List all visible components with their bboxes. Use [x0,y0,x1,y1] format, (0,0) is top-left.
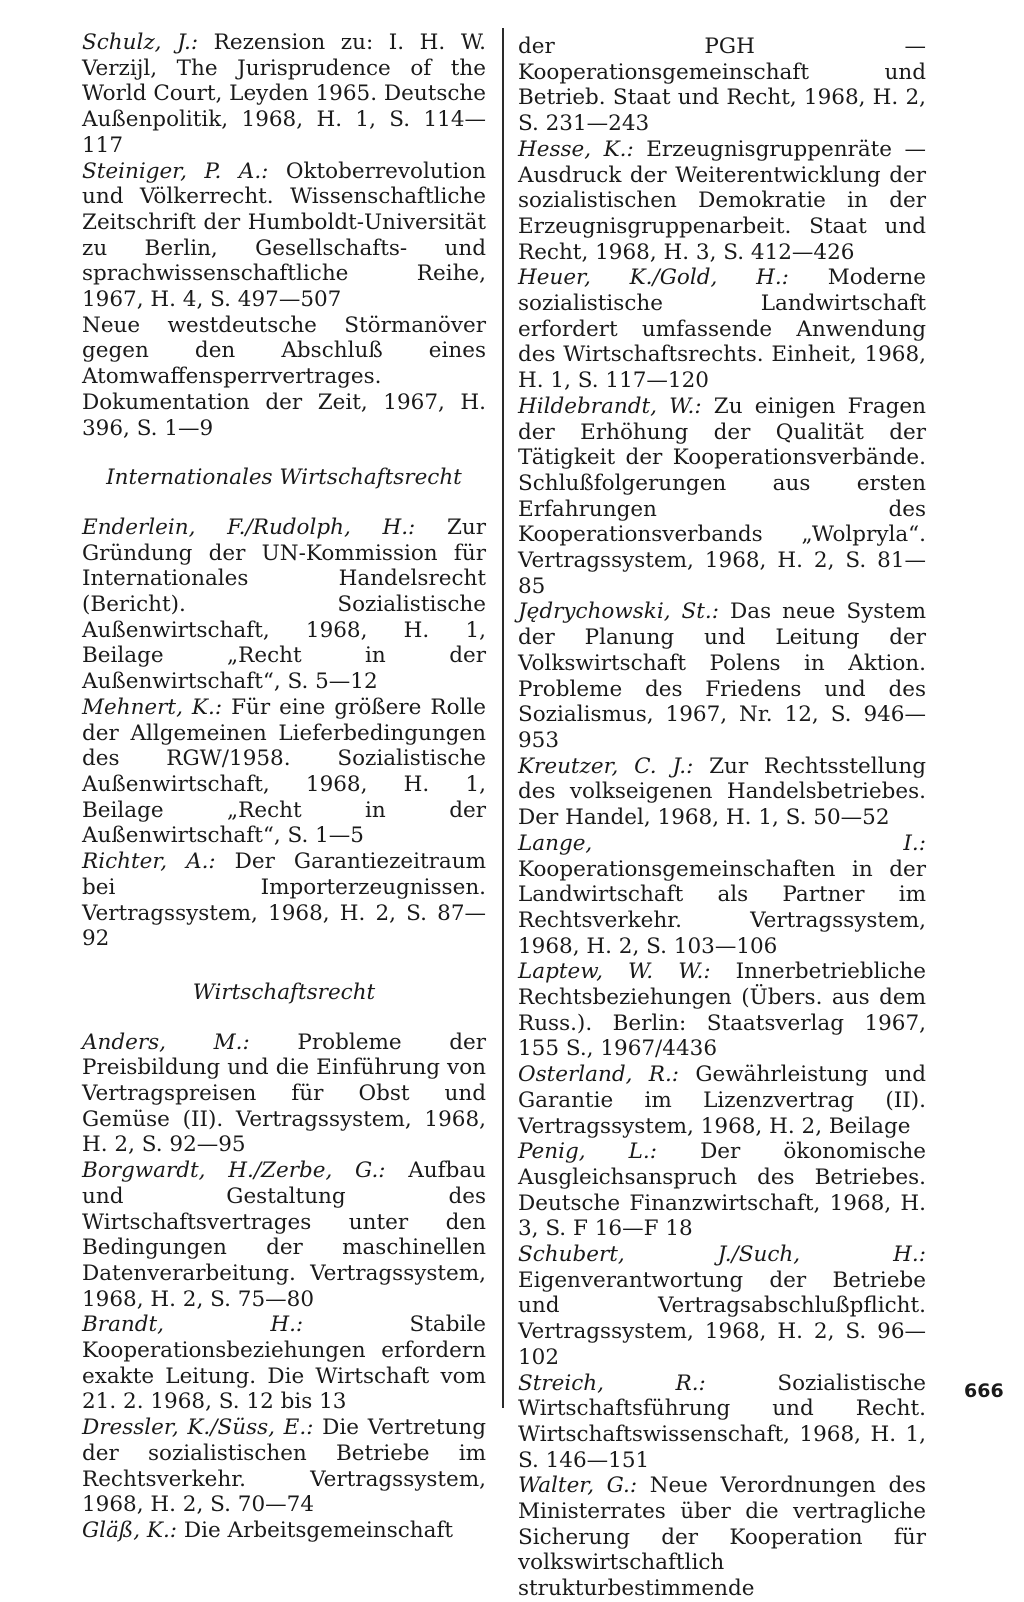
entry-text: Stabile Kooperationsbeziehungen erfordern exakte Leitung. Die Wirtschaft vom 21. 2. 1968, S. 12 bis 13 [82,1312,486,1415]
entry-text: Eigenverantwortung der Betriebe und Vertragsabschlußpflicht. Vertragssystem, 1968, H. 2, S. 96—102 [518,1267,926,1370]
entry-author: Walter, G.: [518,1473,638,1499]
bibliography-entry [82,849,486,952]
entry-author: Laptew, W. W.: [518,959,711,985]
bibliography-entry [82,159,486,313]
entry-author: Hesse, K.: [518,136,634,162]
entry-text: Neue westdeutsche Störmanöver gegen den Abschluß eines Atomwaffensperrvertrages. Dokumentation der Zeit, 1967, H. 396, S. 1—9 [82,312,486,441]
entry-author: Schubert, J./Such, H.: [518,1242,926,1268]
entry-text: Der ökonomische Ausgleichsanspruch des Betriebes. Deutsche Finanzwirtschaft, 1968, H. 3, S. F 16—F 18 [518,1139,926,1242]
entry-text: Probleme der Preisbildung und die Einführung von Vertragspreisen für Obst und Gemüse (II). Vertragssystem, 1968, H. 2, S. 92—95 [82,1029,486,1158]
right-entries [518,137,926,1602]
intro-entries [82,30,486,441]
bibliography-entry [518,1062,926,1139]
entry-author: Gläß, K.: [82,1517,178,1543]
entry-author: Jędrychowski, St.: [518,599,720,625]
entry-text: Zur Rechtsstellung des volkseigenen Handelsbetriebes. Der Handel, 1968, H. 1, S. 50—52 [518,753,926,831]
bibliography-entry [518,754,926,831]
entry-author: Brandt, H.: [82,1312,304,1338]
left-column [82,30,486,1544]
right-column [518,34,926,1602]
entry-author: Lange, I.: [518,830,926,856]
bibliography-entry [82,1415,486,1518]
entry-text: Die Arbeitsgemeinschaft [177,1517,454,1543]
entry-author: Heuer, K./Gold, H.: [518,265,789,291]
bibliography-entry [82,1030,486,1159]
section-heading-international-economic-law: Internationales Wirtschaftsrecht [106,465,462,491]
entry-text: Neue Verordnungen des Ministerrates über die vertragliche Sicherung der Kooperation für volkswirtschaftlich strukturbestimmende [518,1473,927,1602]
section-2-entries [82,1030,486,1544]
entry-author: Steiniger, P. A.: [82,158,269,184]
bibliography-entry [518,831,926,960]
bibliography-entry [518,1242,926,1371]
bibliography-entry [82,1158,486,1312]
entry-text: Sozialistische Wirtschaftsführung und Recht. Wirtschaftswissenschaft, 1968, H. 1, S. 146—151 [518,1370,926,1473]
entry-text: Erzeugnisgruppenräte — Ausdruck der Weiterentwicklung der sozialistischen Demokratie in der Erzeugnisgruppenarbeit. Staat und Recht, 1968, H. 3, S. 412—426 [518,136,926,265]
bibliography-entry [518,959,926,1062]
bibliography-entry [82,515,486,695]
entry-author: Penig, L.: [518,1139,657,1165]
bibliography-entry [82,313,486,442]
entry-text: Moderne sozialistische Landwirtschaft erfordert umfassende Anwendung des Wirtschaftsrechts. Einheit, 1968, H. 1, S. 117—120 [518,265,926,394]
section-1-entries [82,515,486,952]
entry-text: Oktoberrevolution und Völkerrecht. Wissenschaftliche Zeitschrift der Humboldt-Universität zu Berlin, Gesellschafts- und sprachwissenschaftliche Reihe, 1967, H. 4, S. 497—507 [82,158,486,313]
entry-author: Hildebrandt, W.: [518,393,702,419]
bibliography-entry [82,695,486,849]
bibliography-entry [518,1139,926,1242]
entry-author: Kreutzer, C. J.: [518,753,694,779]
bibliography-entry [518,394,926,600]
entry-author: Osterland, R.: [518,1062,680,1088]
entry-author: Enderlein, F./Rudolph, H.: [82,514,416,540]
bibliography-entry [82,30,486,159]
entry-text: Für eine größere Rolle der Allgemeinen Lieferbedingungen des RGW/1958. Sozialistische Außenwirtschaft, 1968, H. 1, Beilage „Recht in der Außenwirtschaft“, S. 1—5 [82,694,486,849]
entry-author: Dressler, K./Süss, E.: [82,1415,314,1441]
section-heading-economic-law: Wirtschaftsrecht [192,979,376,1005]
entry-author: Mehnert, K.: [82,694,223,720]
bibliography-entry [518,265,926,394]
continuation-entry: der PGH — Kooperationsgemeinschaft und Betrieb. Staat und Recht, 1968, H. 2, S. 231—243 [518,34,926,137]
entry-text: Zur Gründung der UN-Kommission für Internationales Handelsrecht (Bericht). Sozialistische Außenwirtschaft, 1968, H. 1, Beilage „Recht in der Außenwirtschaft“, S. 5—12 [82,514,487,695]
entry-text: Der Garantiezeitraum bei Importerzeugnissen. Vertragssystem, 1968, H. 2, S. 87—92 [82,849,486,952]
bibliography-entry [518,137,926,266]
entry-author: Streich, R.: [518,1370,706,1396]
entry-author: Richter, A.: [82,849,216,875]
bibliography-entry [82,1518,486,1544]
entry-text: Kooperationsgemeinschaften in der Landwirtschaft als Partner im Rechtsverkehr. Vertragssystem, 1968, H. 2, S. 103—106 [518,856,926,959]
page-number: 666 [964,1380,1004,1402]
entry-author: Schulz, J.: [82,30,199,55]
entry-author: Anders, M.: [82,1029,250,1055]
entry-text: Innerbetriebliche Rechtsbeziehungen (Übers. aus dem Russ.). Berlin: Staatsverlag 1967, 155 S., 1967/4436 [518,959,927,1062]
bibliography-entry [82,1312,486,1415]
entry-text: Das neue System der Planung und Leitung der Volkswirtschaft Polens in Aktion. Probleme des Friedens und des Sozialismus, 1967, Nr. 12, S. 946—953 [518,599,926,753]
bibliography-entry [518,1371,926,1474]
entry-text: Rezension zu: I. H. W. Verzijl, The Jurisprudence of the World Court, Leyden 1965. Deutsche Außenpolitik, 1968, H. 1, S. 114—117 [82,30,486,158]
entry-text: Aufbau und Gestaltung des Wirtschaftsvertrages unter den Bedingungen der maschinellen Datenverarbeitung. Vertragssystem, 1968, H. 2, S. 75—80 [82,1158,487,1312]
column-divider [502,28,504,1408]
entry-text: Die Vertretung der sozialistischen Betriebe im Rechtsverkehr. Vertragssystem, 1968, H. 2, S. 70—74 [82,1415,486,1518]
entry-text: Gewährleistung und Garantie im Lizenzvertrag (II). Vertragssystem, 1968, H. 2, Beilage [518,1062,926,1139]
entry-text: Zu einigen Fragen der Erhöhung der Qualität der Tätigkeit der Kooperationsverbände. Schlußfolgerungen aus ersten Erfahrungen des Kooperationsverbands „Wolpryla“. Vertragssystem, 1968, H. 2, S. 81—85 [518,393,926,599]
bibliography-entry [518,599,926,753]
bibliography-entry [518,1473,926,1602]
entry-author: Borgwardt, H./Zerbe, G.: [82,1158,386,1184]
